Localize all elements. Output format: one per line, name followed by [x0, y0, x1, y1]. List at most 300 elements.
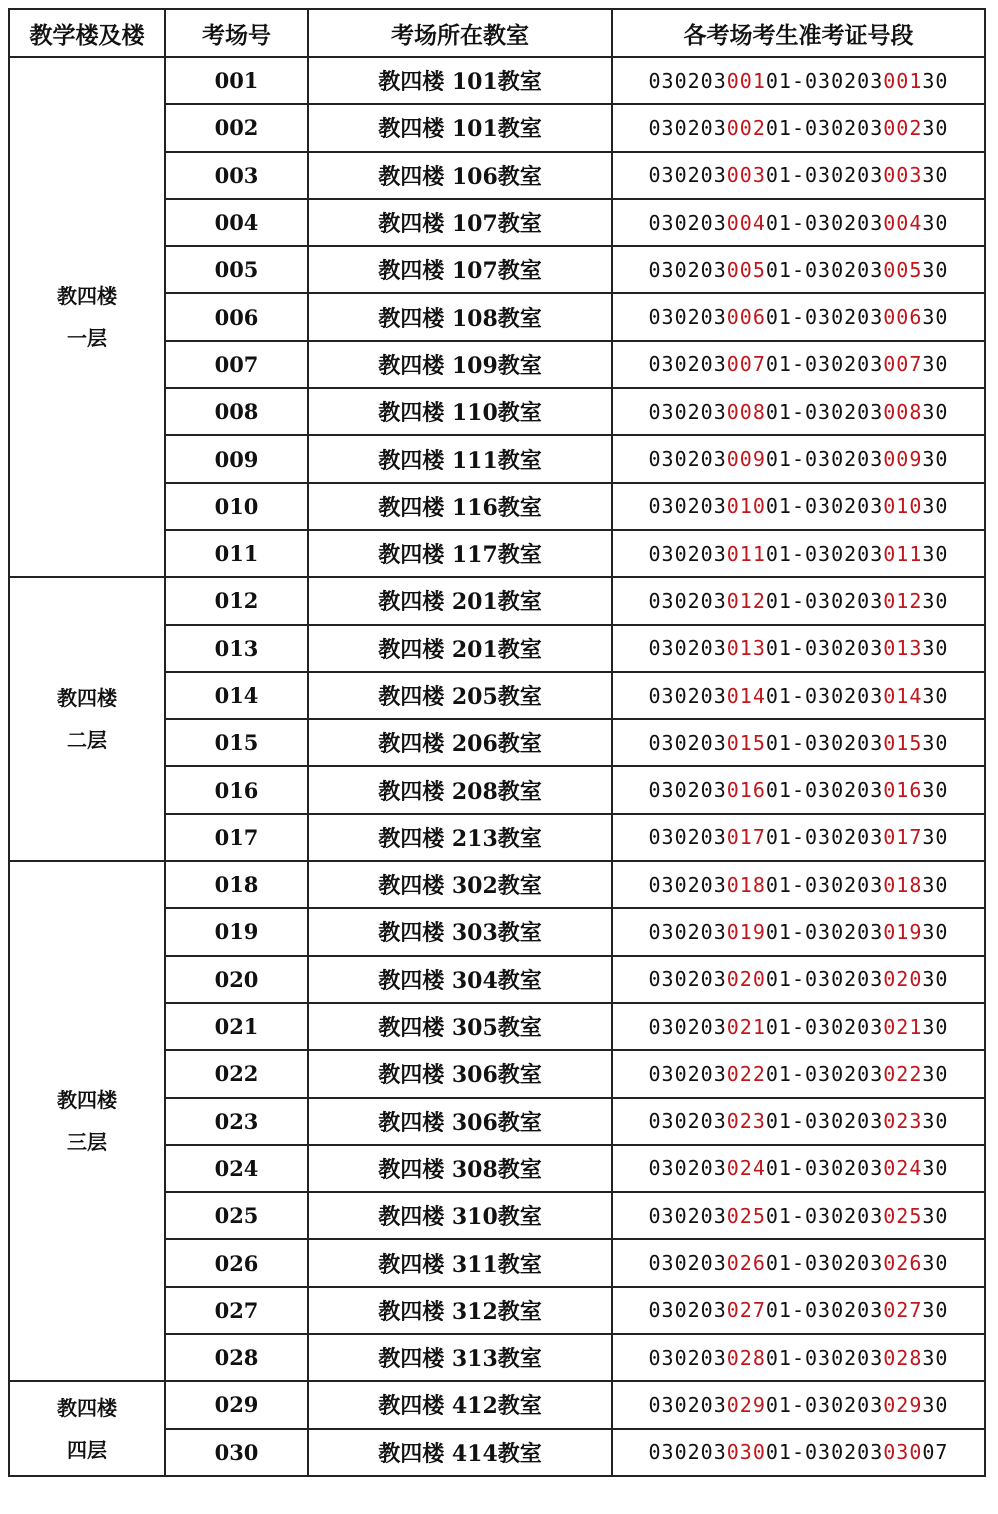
ticket-start: 01 [765, 352, 792, 377]
ticket-room-code: 020 [883, 967, 923, 992]
ticket-end: 30 [922, 305, 949, 330]
ticket-range [612, 1098, 985, 1145]
range-dash: - [791, 1203, 806, 1228]
floor-name: 一层 [67, 326, 107, 351]
room-number: 027 [165, 1287, 308, 1334]
ticket-range [612, 435, 985, 482]
ticket-room-code: 004 [726, 210, 766, 235]
ticket-range [612, 1381, 985, 1428]
ticket-end: 30 [922, 68, 949, 93]
classroom-name: 教四楼 312教室 [308, 1287, 612, 1334]
ticket-room-code: 012 [726, 588, 766, 613]
ticket-start: 01 [765, 115, 792, 140]
ticket-range [612, 1192, 985, 1239]
ticket-prefix: 030203 [648, 1014, 727, 1039]
room-number: 012 [165, 577, 308, 624]
ticket-room-code: 008 [726, 399, 766, 424]
ticket-room-code: 021 [726, 1014, 766, 1039]
room-number: 021 [165, 1003, 308, 1050]
ticket-prefix: 030203 [805, 399, 884, 424]
ticket-start: 01 [765, 1392, 792, 1417]
range-dash: - [791, 68, 806, 93]
ticket-range [612, 577, 985, 624]
ticket-room-code: 003 [883, 163, 923, 188]
range-dash: - [791, 919, 806, 944]
header-ticket-range: 各考场考生准考证号段 [612, 9, 985, 57]
ticket-range [612, 1429, 985, 1476]
ticket-prefix: 030203 [648, 115, 727, 140]
room-number: 005 [165, 246, 308, 293]
ticket-prefix: 030203 [805, 919, 884, 944]
ticket-prefix: 030203 [648, 1203, 727, 1228]
ticket-prefix: 030203 [805, 967, 884, 992]
ticket-prefix: 030203 [805, 1392, 884, 1417]
ticket-range [612, 199, 985, 246]
ticket-end: 30 [922, 1109, 949, 1134]
range-dash: - [791, 967, 806, 992]
room-number: 029 [165, 1381, 308, 1428]
ticket-start: 01 [765, 1061, 792, 1086]
room-number: 006 [165, 293, 308, 340]
ticket-room-code: 010 [726, 494, 766, 519]
ticket-room-code: 017 [883, 825, 923, 850]
ticket-prefix: 030203 [805, 1156, 884, 1181]
ticket-prefix: 030203 [648, 967, 727, 992]
ticket-prefix: 030203 [805, 494, 884, 519]
ticket-prefix: 030203 [805, 115, 884, 140]
ticket-prefix: 030203 [648, 1392, 727, 1417]
room-number: 010 [165, 483, 308, 530]
building-name: 教四楼 [57, 1395, 117, 1420]
ticket-prefix: 030203 [648, 210, 727, 235]
ticket-room-code: 013 [883, 636, 923, 661]
ticket-start: 01 [765, 1345, 792, 1370]
building-name: 教四楼 [57, 1088, 117, 1113]
room-number: 003 [165, 152, 308, 199]
classroom-name: 教四楼 109教室 [308, 341, 612, 388]
classroom-name: 教四楼 111教室 [308, 435, 612, 482]
ticket-range [612, 530, 985, 577]
ticket-end: 30 [922, 919, 949, 944]
ticket-room-code: 024 [726, 1156, 766, 1181]
ticket-prefix: 030203 [805, 1298, 884, 1323]
ticket-prefix: 030203 [648, 1345, 727, 1370]
ticket-start: 01 [765, 1156, 792, 1181]
range-dash: - [791, 163, 806, 188]
ticket-start: 01 [765, 1109, 792, 1134]
range-dash: - [791, 305, 806, 330]
classroom-name: 教四楼 302教室 [308, 861, 612, 908]
range-dash: - [791, 636, 806, 661]
ticket-room-code: 020 [726, 967, 766, 992]
room-number: 011 [165, 530, 308, 577]
ticket-room-code: 012 [883, 588, 923, 613]
ticket-prefix: 030203 [648, 163, 727, 188]
ticket-prefix: 030203 [805, 825, 884, 850]
classroom-name: 教四楼 311教室 [308, 1239, 612, 1286]
ticket-prefix: 030203 [648, 447, 727, 472]
ticket-room-code: 019 [883, 919, 923, 944]
range-dash: - [791, 1440, 806, 1465]
ticket-start: 01 [765, 494, 792, 519]
room-number: 014 [165, 672, 308, 719]
ticket-range [612, 1239, 985, 1286]
floor-name: 四层 [67, 1437, 107, 1462]
ticket-prefix: 030203 [805, 447, 884, 472]
ticket-start: 01 [765, 825, 792, 850]
ticket-prefix: 030203 [805, 778, 884, 803]
ticket-room-code: 015 [726, 730, 766, 755]
ticket-range [612, 1287, 985, 1334]
ticket-start: 01 [765, 305, 792, 330]
range-dash: - [791, 730, 806, 755]
range-dash: - [791, 1156, 806, 1181]
ticket-start: 01 [765, 778, 792, 803]
ticket-end: 30 [922, 1392, 949, 1417]
ticket-start: 01 [765, 257, 792, 282]
building-floor-cell [9, 577, 165, 861]
ticket-room-code: 001 [726, 68, 766, 93]
ticket-room-code: 026 [726, 1251, 766, 1276]
room-number: 018 [165, 861, 308, 908]
ticket-room-code: 003 [726, 163, 766, 188]
ticket-room-code: 023 [726, 1109, 766, 1134]
range-dash: - [791, 447, 806, 472]
room-number: 016 [165, 766, 308, 813]
table-row [9, 577, 985, 624]
ticket-room-code: 007 [726, 352, 766, 377]
ticket-prefix: 030203 [648, 825, 727, 850]
ticket-prefix: 030203 [805, 1014, 884, 1039]
ticket-prefix: 030203 [648, 1298, 727, 1323]
room-number: 017 [165, 814, 308, 861]
classroom-name: 教四楼 201教室 [308, 625, 612, 672]
classroom-name: 教四楼 201教室 [308, 577, 612, 624]
ticket-start: 01 [765, 1203, 792, 1228]
classroom-name: 教四楼 116教室 [308, 483, 612, 530]
ticket-room-code: 008 [883, 399, 923, 424]
ticket-start: 01 [765, 1014, 792, 1039]
ticket-room-code: 019 [726, 919, 766, 944]
room-number: 008 [165, 388, 308, 435]
ticket-end: 30 [922, 494, 949, 519]
ticket-prefix: 030203 [648, 352, 727, 377]
ticket-range [612, 861, 985, 908]
ticket-end: 30 [922, 1156, 949, 1181]
ticket-range [612, 1145, 985, 1192]
ticket-room-code: 026 [883, 1251, 923, 1276]
ticket-end: 30 [922, 1061, 949, 1086]
range-dash: - [791, 825, 806, 850]
ticket-room-code: 009 [883, 447, 923, 472]
ticket-prefix: 030203 [648, 683, 727, 708]
room-number: 025 [165, 1192, 308, 1239]
ticket-room-code: 027 [883, 1298, 923, 1323]
room-number: 024 [165, 1145, 308, 1192]
ticket-room-code: 010 [883, 494, 923, 519]
ticket-prefix: 030203 [648, 636, 727, 661]
ticket-room-code: 011 [883, 541, 923, 566]
ticket-end: 30 [922, 1203, 949, 1228]
ticket-prefix: 030203 [805, 588, 884, 613]
ticket-start: 01 [765, 447, 792, 472]
ticket-range [612, 57, 985, 104]
ticket-start: 01 [765, 399, 792, 424]
ticket-range [612, 956, 985, 1003]
ticket-room-code: 002 [883, 115, 923, 140]
classroom-name: 教四楼 304教室 [308, 956, 612, 1003]
ticket-start: 01 [765, 210, 792, 235]
ticket-prefix: 030203 [805, 1440, 884, 1465]
ticket-prefix: 030203 [805, 257, 884, 282]
ticket-prefix: 030203 [648, 1251, 727, 1276]
ticket-start: 01 [765, 68, 792, 93]
range-dash: - [791, 115, 806, 140]
ticket-room-code: 022 [726, 1061, 766, 1086]
classroom-name: 教四楼 110教室 [308, 388, 612, 435]
classroom-name: 教四楼 107教室 [308, 199, 612, 246]
floor-name: 二层 [67, 728, 107, 753]
ticket-range [612, 766, 985, 813]
ticket-room-code: 023 [883, 1109, 923, 1134]
ticket-prefix: 030203 [648, 588, 727, 613]
ticket-end: 30 [922, 872, 949, 897]
ticket-room-code: 002 [726, 115, 766, 140]
room-number: 002 [165, 104, 308, 151]
building-floor-cell [9, 861, 165, 1381]
ticket-room-code: 014 [726, 683, 766, 708]
ticket-prefix: 030203 [805, 683, 884, 708]
classroom-name: 教四楼 414教室 [308, 1429, 612, 1476]
table-row [9, 1381, 985, 1428]
classroom-name: 教四楼 313教室 [308, 1334, 612, 1381]
ticket-room-code: 029 [726, 1392, 766, 1417]
ticket-prefix: 030203 [805, 1061, 884, 1086]
ticket-end: 30 [922, 967, 949, 992]
classroom-name: 教四楼 117教室 [308, 530, 612, 577]
range-dash: - [791, 683, 806, 708]
room-number: 030 [165, 1429, 308, 1476]
ticket-start: 01 [765, 541, 792, 566]
classroom-name: 教四楼 106教室 [308, 152, 612, 199]
ticket-prefix: 030203 [648, 1156, 727, 1181]
ticket-prefix: 030203 [805, 541, 884, 566]
classroom-name: 教四楼 306教室 [308, 1098, 612, 1145]
range-dash: - [791, 778, 806, 803]
classroom-name: 教四楼 101教室 [308, 104, 612, 151]
ticket-start: 01 [765, 730, 792, 755]
ticket-range [612, 719, 985, 766]
ticket-room-code: 017 [726, 825, 766, 850]
ticket-room-code: 016 [883, 778, 923, 803]
ticket-prefix: 030203 [805, 1251, 884, 1276]
ticket-room-code: 011 [726, 541, 766, 566]
ticket-start: 01 [765, 919, 792, 944]
ticket-end: 30 [922, 541, 949, 566]
ticket-room-code: 024 [883, 1156, 923, 1181]
ticket-prefix: 030203 [648, 1109, 727, 1134]
ticket-range [612, 388, 985, 435]
table-body [9, 57, 985, 1476]
ticket-prefix: 030203 [648, 1061, 727, 1086]
ticket-range [612, 293, 985, 340]
classroom-name: 教四楼 412教室 [308, 1381, 612, 1428]
header-building-floor: 教学楼及楼 [9, 9, 165, 57]
room-number: 023 [165, 1098, 308, 1145]
ticket-end: 30 [922, 825, 949, 850]
floor-name: 三层 [67, 1130, 107, 1155]
ticket-prefix: 030203 [648, 257, 727, 282]
ticket-room-code: 030 [726, 1440, 766, 1465]
ticket-range [612, 908, 985, 955]
classroom-name: 教四楼 306教室 [308, 1050, 612, 1097]
ticket-range [612, 672, 985, 719]
ticket-end: 07 [922, 1440, 949, 1465]
ticket-end: 30 [922, 115, 949, 140]
classroom-name: 教四楼 108教室 [308, 293, 612, 340]
ticket-prefix: 030203 [648, 494, 727, 519]
range-dash: - [791, 399, 806, 424]
ticket-room-code: 018 [726, 872, 766, 897]
room-number: 007 [165, 341, 308, 388]
ticket-prefix: 030203 [805, 210, 884, 235]
classroom-name: 教四楼 205教室 [308, 672, 612, 719]
ticket-start: 01 [765, 588, 792, 613]
ticket-prefix: 030203 [805, 1345, 884, 1370]
ticket-room-code: 018 [883, 872, 923, 897]
classroom-name: 教四楼 305教室 [308, 1003, 612, 1050]
range-dash: - [791, 872, 806, 897]
ticket-room-code: 027 [726, 1298, 766, 1323]
ticket-room-code: 014 [883, 683, 923, 708]
ticket-end: 30 [922, 683, 949, 708]
ticket-prefix: 030203 [648, 730, 727, 755]
ticket-prefix: 030203 [805, 352, 884, 377]
ticket-start: 01 [765, 683, 792, 708]
room-number: 013 [165, 625, 308, 672]
range-dash: - [791, 541, 806, 566]
room-number: 009 [165, 435, 308, 482]
ticket-start: 01 [765, 1440, 792, 1465]
table-row [9, 861, 985, 908]
ticket-room-code: 015 [883, 730, 923, 755]
ticket-prefix: 030203 [805, 163, 884, 188]
building-floor-cell [9, 1381, 165, 1476]
classroom-name: 教四楼 303教室 [308, 908, 612, 955]
ticket-end: 30 [922, 352, 949, 377]
classroom-name: 教四楼 213教室 [308, 814, 612, 861]
ticket-prefix: 030203 [805, 305, 884, 330]
ticket-room-code: 004 [883, 210, 923, 235]
ticket-prefix: 030203 [805, 1203, 884, 1228]
ticket-end: 30 [922, 399, 949, 424]
room-number: 001 [165, 57, 308, 104]
ticket-prefix: 030203 [805, 872, 884, 897]
range-dash: - [791, 1061, 806, 1086]
ticket-end: 30 [922, 1345, 949, 1370]
room-number: 022 [165, 1050, 308, 1097]
ticket-end: 30 [922, 447, 949, 472]
header-room-number: 考场号 [165, 9, 308, 57]
range-dash: - [791, 1014, 806, 1039]
ticket-room-code: 007 [883, 352, 923, 377]
ticket-room-code: 029 [883, 1392, 923, 1417]
range-dash: - [791, 1345, 806, 1370]
ticket-range [612, 246, 985, 293]
building-name: 教四楼 [57, 284, 117, 309]
ticket-end: 30 [922, 1251, 949, 1276]
range-dash: - [791, 210, 806, 235]
range-dash: - [791, 588, 806, 613]
ticket-range [612, 814, 985, 861]
ticket-prefix: 030203 [648, 872, 727, 897]
ticket-room-code: 006 [883, 305, 923, 330]
range-dash: - [791, 1251, 806, 1276]
classroom-name: 教四楼 206教室 [308, 719, 612, 766]
ticket-room-code: 001 [883, 68, 923, 93]
ticket-range [612, 483, 985, 530]
ticket-start: 01 [765, 872, 792, 897]
ticket-room-code: 028 [726, 1345, 766, 1370]
ticket-prefix: 030203 [648, 541, 727, 566]
ticket-room-code: 005 [726, 257, 766, 282]
ticket-range [612, 341, 985, 388]
ticket-room-code: 025 [726, 1203, 766, 1228]
table-row [9, 57, 985, 104]
building-floor-cell [9, 57, 165, 577]
ticket-range [612, 104, 985, 151]
ticket-end: 30 [922, 210, 949, 235]
ticket-prefix: 030203 [805, 1109, 884, 1134]
range-dash: - [791, 1392, 806, 1417]
ticket-end: 30 [922, 257, 949, 282]
ticket-start: 01 [765, 636, 792, 661]
ticket-prefix: 030203 [648, 68, 727, 93]
ticket-prefix: 030203 [648, 1440, 727, 1465]
ticket-room-code: 021 [883, 1014, 923, 1039]
room-number: 028 [165, 1334, 308, 1381]
ticket-room-code: 030 [883, 1440, 923, 1465]
range-dash: - [791, 257, 806, 282]
ticket-end: 30 [922, 1014, 949, 1039]
room-number: 026 [165, 1239, 308, 1286]
ticket-room-code: 009 [726, 447, 766, 472]
range-dash: - [791, 494, 806, 519]
classroom-name: 教四楼 208教室 [308, 766, 612, 813]
ticket-range [612, 152, 985, 199]
ticket-range [612, 1050, 985, 1097]
ticket-end: 30 [922, 636, 949, 661]
ticket-prefix: 030203 [805, 68, 884, 93]
room-number: 019 [165, 908, 308, 955]
ticket-room-code: 005 [883, 257, 923, 282]
ticket-end: 30 [922, 778, 949, 803]
ticket-end: 30 [922, 1298, 949, 1323]
classroom-name: 教四楼 107教室 [308, 246, 612, 293]
ticket-prefix: 030203 [805, 730, 884, 755]
ticket-prefix: 030203 [648, 305, 727, 330]
header-classroom: 考场所在教室 [308, 9, 612, 57]
ticket-room-code: 022 [883, 1061, 923, 1086]
ticket-room-code: 016 [726, 778, 766, 803]
range-dash: - [791, 1298, 806, 1323]
classroom-name: 教四楼 308教室 [308, 1145, 612, 1192]
ticket-end: 30 [922, 163, 949, 188]
ticket-prefix: 030203 [648, 919, 727, 944]
ticket-range [612, 1003, 985, 1050]
building-name: 教四楼 [57, 686, 117, 711]
room-number: 004 [165, 199, 308, 246]
